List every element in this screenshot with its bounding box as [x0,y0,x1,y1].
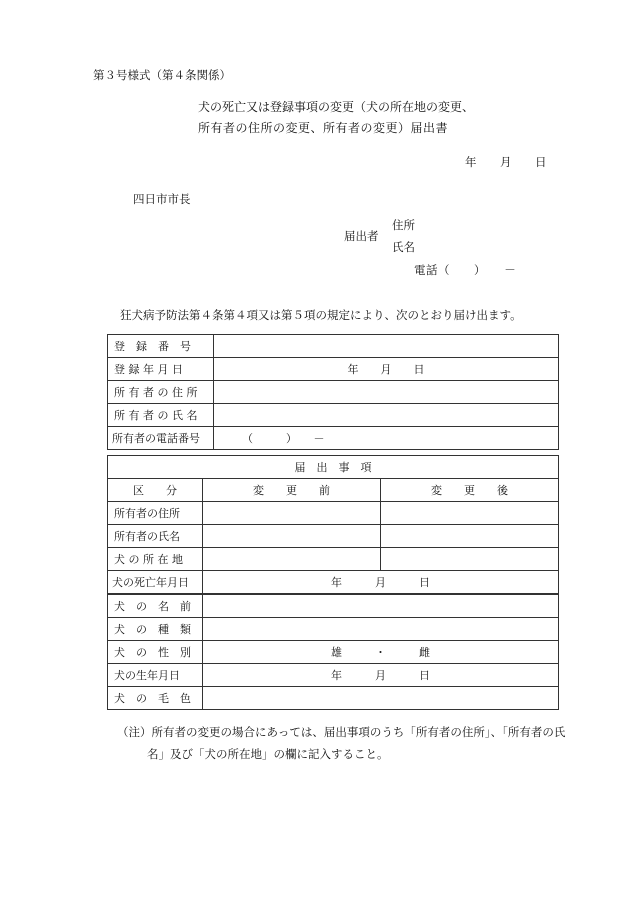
col-header-after: 変 更 後 [381,479,559,502]
applicant-phone-label: 電話（ ） － [414,263,517,277]
table-row [108,479,559,502]
dog-coat-color-field[interactable] [203,687,559,710]
row-label-dog-coat-color: 犬 の 毛 色 [108,687,203,710]
dog-name-field[interactable] [203,594,559,618]
table-row [108,502,559,525]
date-year: 年 [465,155,477,169]
row-label-owner-address-change: 所有者の住所 [108,502,203,525]
row-label-dog-birth-date: 犬の生年月日 [108,664,203,687]
table-row [108,525,559,548]
table-row [108,335,559,358]
row-label-dog-breed: 犬 の 種 類 [108,618,203,641]
notification-heading: 届 出 事 項 [108,456,559,479]
dog-birth-date-field[interactable]: 年 月 日 [203,664,559,687]
table-row [108,381,559,404]
owner-address-after-field[interactable] [381,502,559,525]
registration-date-field[interactable]: 年 月 日 [214,358,559,381]
table-row [108,456,559,479]
addressee: 四日市市長 [133,192,191,206]
dog-location-before-field[interactable] [203,548,381,571]
owner-phone-value: （ ） － [242,432,325,445]
row-label-dog-sex: 犬 の 性 別 [108,641,203,664]
col-header-before: 変 更 前 [203,479,381,502]
form-title-line2: 所有者の住所の変更、所有者の変更）届出書 [198,121,449,135]
dog-sex-field[interactable]: 雄 ・ 雌 [203,641,559,664]
notification-table [107,455,559,710]
owner-address-before-field[interactable] [203,502,381,525]
table-row [108,618,559,641]
row-label-owner-name-change: 所有者の氏名 [108,525,203,548]
note-line2: 名」及び「犬の所在地」の欄に記入すること。 [147,747,389,761]
owner-name-before-field[interactable] [203,525,381,548]
row-label-owner-phone: 所有者の電話番号 [108,427,214,450]
dog-death-date-field[interactable]: 年 月 日 [203,571,559,595]
note-line1: （注）所有者の変更の場合にあっては、届出事項のうち「所有者の住所」、「所有者の氏 [117,725,566,739]
owner-phone-field[interactable] [214,427,559,450]
row-label-registration-number: 登 録 番 号 [108,335,214,358]
form-number: 第３号様式（第４条関係） [93,68,231,82]
table-row [108,548,559,571]
table-row [108,427,559,450]
date-day: 日 [535,155,547,169]
row-label-dog-location-change: 犬 の 所 在 地 [108,548,203,571]
row-label-dog-name: 犬 の 名 前 [108,594,203,618]
row-label-owner-address: 所 有 者 の 住 所 [108,381,214,404]
owner-address-field[interactable] [214,381,559,404]
date-month: 月 [500,155,512,169]
dog-breed-field[interactable] [203,618,559,641]
table-row [108,687,559,710]
row-label-owner-name: 所 有 者 の 氏 名 [108,404,214,427]
table-row [108,571,559,595]
table-row [108,358,559,381]
registration-table [107,334,559,450]
registration-number-field[interactable] [214,335,559,358]
row-label-registration-date: 登 録 年 月 日 [108,358,214,381]
table-row [108,404,559,427]
table-row [108,594,559,618]
applicant-label: 届出者 [344,229,379,243]
owner-name-field[interactable] [214,404,559,427]
form-title-line1: 犬の死亡又は登録事項の変更（犬の所在地の変更、 [198,100,475,114]
applicant-address-label: 住所 [392,218,415,232]
applicant-name-label: 氏名 [392,240,415,254]
table-row [108,664,559,687]
dog-location-after-field[interactable] [381,548,559,571]
col-header-category: 区 分 [108,479,203,502]
table-row [108,641,559,664]
row-label-dog-death-date: 犬の死亡年月日 [108,571,203,595]
intro-text: 狂犬病予防法第４条第４項又は第５項の規定により、次のとおり届け出ます。 [120,308,522,322]
owner-name-after-field[interactable] [381,525,559,548]
